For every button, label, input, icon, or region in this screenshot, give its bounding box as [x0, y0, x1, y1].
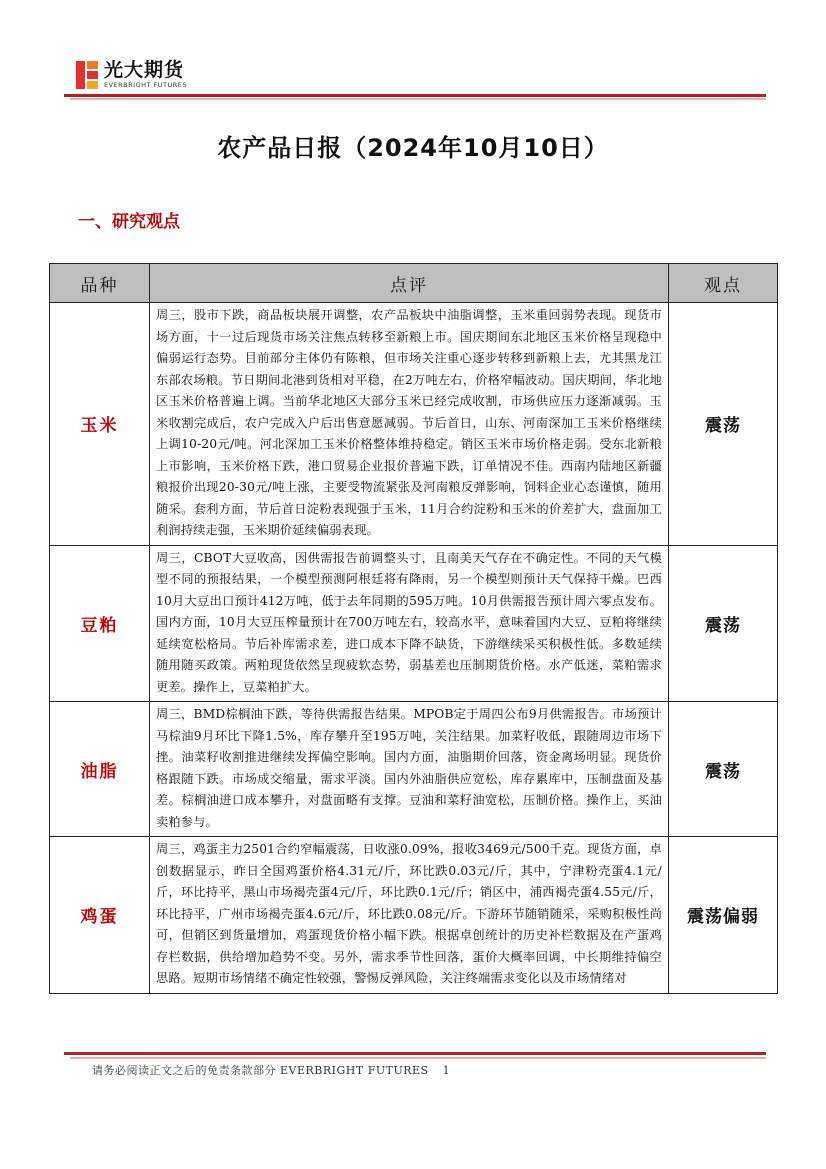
- view-cell: 震荡: [669, 702, 778, 837]
- research-table: [49, 263, 778, 994]
- view-cell: 震荡偏弱: [669, 837, 778, 994]
- comment-cell: 周三，鸡蛋主力2501合约窄幅震荡，日收涨0.09%，报收3469元/500千克。现货方面，卓创数据显示，昨日全国鸡蛋价格4.31元/斤，环比跌0.03元/斤，其中，宁津粉壳蛋4.1元/斤，环比持平，黑山市场褐壳蛋4元/斤，环比跌0.1元/斤；销区中，浦西褐壳蛋4.55元/斤，环比持平，广州市场褐壳蛋4.6元/斤，环比跌0.08元/斤。下游环节随销随采，采购积极性尚可，但销区到货量增加，鸡蛋现货价格小幅下跌。根据卓创统计的历史补栏数据及在产蛋鸡存栏数据，供给增加趋势不变。另外，需求季节性回落，蛋价大概率回调，中长期维持偏空思路。短期市场情绪不确定性较强，警惕反弹风险，关注终端需求变化以及市场情绪对: [150, 837, 669, 994]
- document-title: 农产品日报（2024年10月10日）: [217, 134, 609, 162]
- logo-cn-text: 光大期货: [104, 59, 185, 82]
- footer-disclaimer: 请务必阅读正文之后的免责条款部分 EVERBRIGHT FUTURES: [92, 1064, 429, 1077]
- table-row: [50, 303, 778, 546]
- table-row: [50, 837, 778, 994]
- table-row: [50, 545, 778, 702]
- logo-en-text: EVERBRIGHT FUTURES: [104, 81, 188, 90]
- comment-cell: 周三，BMD棕榈油下跌，等待供需报告结果。MPOB定于周四公布9月供需报告。市场预计马棕油9月环比下降1.5%，库存攀升至195万吨，关注结果。加菜籽收低，跟随周边市场下挫。油菜籽收割推进继续发挥偏空影响。国内方面，油脂期价回落，资金离场明显。现货价格跟随下跌。市场成交缩量，需求平淡。国内外油脂供应宽松，库存累库中，压制盘面及基差。棕榈油进口成本攀升，对盘面略有支撑。豆油和菜籽油宽松，压制价格。操作上，买油卖粕参与。: [150, 702, 669, 837]
- header-rule: [64, 94, 766, 97]
- page-footer: [92, 1062, 450, 1078]
- variety-cell: 玉米: [50, 303, 150, 546]
- view-cell: 震荡: [669, 303, 778, 546]
- section-title: 一、研究观点: [78, 212, 180, 232]
- header-variety: 品种: [50, 264, 150, 303]
- variety-cell: 豆粕: [50, 545, 150, 702]
- footer-rule: [64, 1052, 766, 1055]
- logo-mark-icon: [76, 61, 98, 89]
- header-comment: 点评: [150, 264, 669, 303]
- variety-cell: 鸡蛋: [50, 837, 150, 994]
- comment-cell: 周三，股市下跌，商品板块展开调整，农产品板块中油脂调整，玉米重回弱势表现。现货市场方面，十一过后现货市场关注焦点转移至新粮上市。国庆期间东北地区玉米价格呈现稳中偏弱运行态势。目前部分主体仍有陈粮，但市场关注重心逐步转移到新粮上去，尤其黑龙江东部农场粮。节日期间北港到货相对平稳，在2万吨左右，价格窄幅波动。国庆期间，华北地区玉米价格普遍上调。当前华北地区大部分玉米已经完成收割，市场供应压力逐渐减弱。玉米收割完成后，农户完成入户后出售意愿减弱。节后首日，山东、河南深加工玉米价格继续上调10-20元/吨。河北深加工玉米价格整体维持稳定。销区玉米市场价格走弱。受东北新粮上市影响，玉米价格下跌，港口贸易企业报价普遍下跌，订单情况不佳。西南内陆地区新疆粮报价出现20-30元/吨上涨，主要受物流紧张及河南粮反弹影响，饲料企业心态谨慎，随用随采。套利方面，节后首日淀粉表现强于玉米，11月合约淀粉和玉米的价差扩大，盘面加工利润持续走强，玉米期价延续偏弱表现。: [150, 303, 669, 546]
- company-logo: [76, 60, 187, 90]
- footer-rule-shadow: [70, 1057, 766, 1059]
- comment-cell: 周三，CBOT大豆收高，因供需报告前调整头寸，且南美天气存在不确定性。不同的天气模型不同的预报结果，一个模型预测阿根廷将有降雨，另一个模型则预计天气保持干燥。巴西10月大豆出口预计412万吨，低于去年同期的595万吨。10月供需报告预计周六零点发布。国内方面，10月大豆压榨量预计在700万吨左右，较高水平，意味着国内大豆、豆粕将继续延续宽松格局。节后补库需求差，进口成本下降不缺货，下游继续采买积极性低。多数延续随用随买政策。两粕现货依然呈现疲软态势，弱基差也压制期货价格。水产低迷，菜粕需求更差。操作上，豆菜粕扩大。: [150, 545, 669, 702]
- table-row: [50, 702, 778, 837]
- table-header-row: [50, 264, 778, 303]
- variety-cell: 油脂: [50, 702, 150, 837]
- header-rule-shadow: [70, 98, 766, 100]
- page-number: 1: [442, 1064, 451, 1077]
- header-view: 观点: [669, 264, 778, 303]
- view-cell: 震荡: [669, 545, 778, 702]
